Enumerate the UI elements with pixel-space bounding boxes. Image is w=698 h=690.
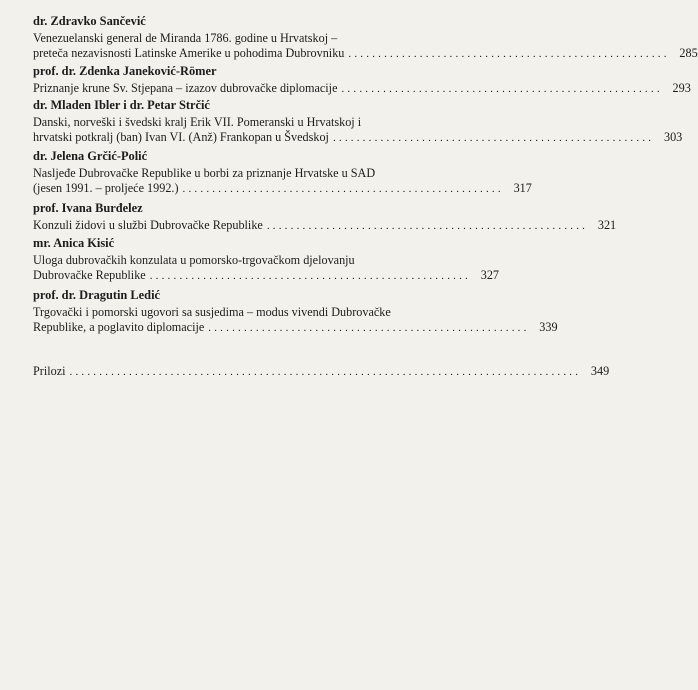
entry-title-last-line [33, 268, 500, 284]
entry-title-last-line [33, 320, 558, 336]
entry-title-last-line [33, 181, 532, 197]
page-number: 317 [513, 181, 532, 196]
toc-entry [33, 201, 617, 234]
toc-entry-appendix [33, 364, 610, 380]
entry-title-last-line [33, 364, 610, 380]
entry-title-line: Nasljeđe Dubrovačke Republike u borbi za priznanje Hrvatske u SAD [33, 166, 376, 180]
toc-entry [33, 14, 698, 62]
toc-entry [33, 236, 500, 284]
entry-title-text: Priznanje krune Sv. Stjepana – izazov dubrovačke diplomacije [33, 81, 338, 95]
entry-author: dr. Zdravko Sančević [33, 14, 146, 28]
entry-title-text: Dubrovačke Republike [33, 268, 146, 283]
entry-author: dr. Mladen Ibler i dr. Petar Strčić [33, 98, 210, 112]
entry-title-last-line [33, 130, 683, 146]
toc-entry [33, 288, 558, 336]
dot-leader: ...................................................... [182, 183, 504, 196]
entry-title-text: hrvatski potkralj (ban) Ivan VI. (Anž) Frankopan u Švedskoj [33, 130, 329, 145]
page-number: 327 [480, 268, 500, 283]
dot-leader: ...................................................... [149, 270, 472, 283]
entry-title-last-line [33, 81, 691, 97]
dot-leader: ...................................................... [341, 83, 663, 95]
entry-title-line: Trgovački i pomorski ugovori sa susjedima – modus vivendi Dubrovačke [33, 305, 391, 319]
entry-author: prof. Ivana Burđelez [33, 201, 143, 215]
entry-title-text: Konzuli židovi u službi Dubrovačke Republike [33, 218, 263, 232]
page-number: 349 [590, 364, 610, 378]
entry-title-text: Republike, a poglavito diplomacije [33, 320, 205, 335]
entry-author: mr. Anica Kisić [33, 236, 115, 250]
toc-entry [33, 64, 691, 97]
entry-title-text: Prilozi [33, 364, 66, 378]
page-number: 321 [597, 218, 617, 232]
entry-title-line: Venezuelanski general de Miranda 1786. godine u Hrvatskoj – [33, 31, 338, 45]
toc-entry [33, 98, 683, 146]
toc-entry [33, 149, 532, 197]
page-number: 303 [663, 130, 683, 145]
page-number: 293 [672, 81, 691, 95]
entry-title-line: Danski, norveški i švedski kralj Erik VII. Pomeranski u Hrvatskoj i [33, 115, 362, 129]
dot-leader: ...................................................... [208, 322, 530, 335]
entry-title-text: (jesen 1991. – proljeće 1992.) [33, 181, 179, 196]
entry-author: prof. dr. Zdenka Janeković-Römer [33, 64, 217, 78]
dot-leader: ...................................................................................... [69, 366, 582, 378]
entry-title-text: preteča nezavisnosti Latinske Amerike u pohodima Dubrovniku [33, 46, 345, 61]
dot-leader: ...................................................... [332, 132, 655, 145]
entry-author: prof. dr. Dragutin Ledić [33, 288, 161, 302]
dot-leader: ...................................................... [348, 48, 670, 61]
dot-leader: ...................................................... [266, 220, 589, 232]
entry-title-line: Uloga dubrovačkih konzulata u pomorsko-trgovačkom djelovanju [33, 253, 355, 267]
page-number: 285 [679, 46, 698, 61]
entry-title-last-line [33, 46, 698, 62]
page-number: 339 [539, 320, 558, 335]
entry-title-last-line [33, 218, 617, 234]
entry-author: dr. Jelena Grčić-Polić [33, 149, 148, 163]
